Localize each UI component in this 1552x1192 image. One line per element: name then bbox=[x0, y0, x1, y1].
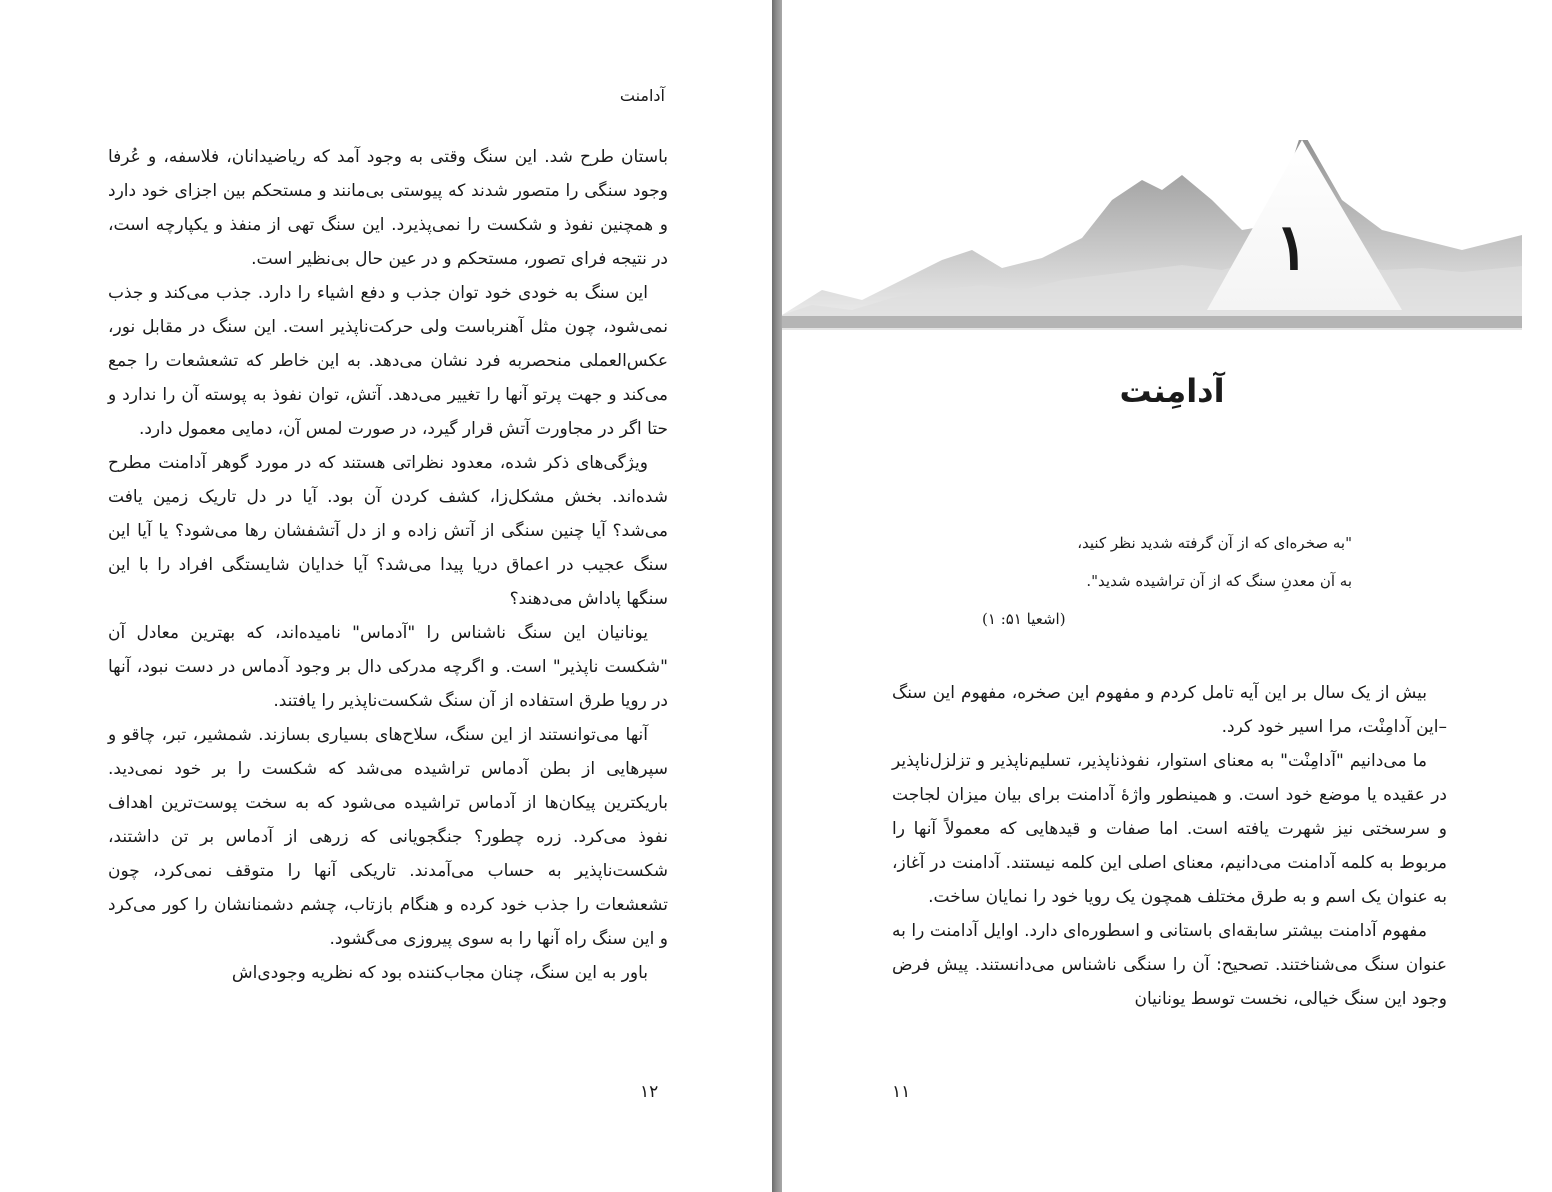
paragraph: باستان طرح شد. این سنگ وقتی به وجود آمد که ریاضیدانان، فلاسفه، و عُرفا وجود سنگی را متصور شدند که پیوستی بی‌مانند و مستحکم بین اجزای خود دارد و همچنین نفوذ و شکست را نمی‌پذیرد. این سنگ تهی از منفذ و یکپارچه است، در نتیجه فرای تصور، مستحکم و در عین حال بی‌نظیر است. bbox=[108, 147, 668, 269]
epigraph bbox=[982, 524, 1352, 638]
chapter-title: آدامِنت bbox=[1119, 372, 1225, 410]
page-number: ۱۲ bbox=[640, 1082, 659, 1102]
book-spine bbox=[772, 0, 782, 1192]
paragraph: ما می‌دانیم "آدامِنْت" به معنای استوار، نفوذناپذیر، تسلیم‌ناپذیر و تزلزل‌ناپذیر در عقیده یا موضع خود است. و همینطور واژهٔ آدامنت برای بیان میزان لجاجت و سرسختی نیز شهرت یافته است. اما صفات و قیدهایی که معمولاً آنها را مربوط به کلمه آدامنت می‌دانیم، معنای اصلی این کلمه نیستند. آدامنت در آغاز، به عنوان یک اسم و به طرق مختلف همچون یک رویا خود را نمایان ساخت. bbox=[892, 751, 1447, 907]
epigraph-line: "به صخره‌ای که از آن گرفته شدید نظر کنید، bbox=[1077, 534, 1352, 552]
paragraph: بیش از یک سال بر این آیه تامل کردم و مفهوم این صخره، مفهوم این سنگ –این آدامِنْت، مرا اسیر خود کرد. bbox=[892, 683, 1447, 737]
right-body-text bbox=[892, 676, 1447, 1016]
page-number: ۱۱ bbox=[892, 1082, 911, 1102]
right-page bbox=[782, 0, 1552, 1192]
epigraph-reference: (اشعیا ۵۱: ۱) bbox=[982, 610, 1066, 628]
paragraph: مفهوم آدامنت بیشتر سابقه‌ای باستانی و اسطوره‌ای دارد. اوایل آدامنت را به عنوان سنگ می‌شناختند. تصحیح: آن را سنگی ناشناس می‌دانستند. پیش فرض وجود این سنگ خیالی، نخست توسط یونانیان bbox=[892, 921, 1447, 1009]
left-body-text bbox=[108, 140, 668, 990]
mountain-illustration bbox=[782, 140, 1522, 330]
running-head: آدامنت bbox=[619, 86, 665, 105]
paragraph: باور به این سنگ، چنان مجاب‌کننده بود که نظریه وجودی‌اش bbox=[231, 963, 648, 983]
paragraph: آنها می‌توانستند از این سنگ، سلاح‌های بسیاری بسازند. شمشیر، تبر، چاقو و سپرهایی از بطن آدماس تراشیده می‌شد که شکست را بر خود نمی‌دید. باریکترین پیکان‌ها از آدماس تراشیده می‌شود که به سخت پوست‌ترین اهداف نفوذ می‌کرد. زره چطور؟ جنگجویانی که زرهی از آدماس بر تن داشتند، شکست‌ناپذیر به حساب می‌آمدند. تاریکی آنها را متوقف نمی‌کرد، چون تشعشعات را جذب خود کرده و هنگام بازتاب، چشم دشمنانشان را کور می‌کرد و این سنگ راه آنها را به سوی پیروزی می‌گشود. bbox=[108, 725, 668, 949]
left-page bbox=[0, 0, 772, 1192]
paragraph: یونانیان این سنگ ناشناس را "آدماس" نامیده‌اند، که بهترین معادل آن "شکست ناپذیر" است. و اگرچه مدرکی دال بر وجود آدماس در دست نبود، آنها در رویا طرق استفاده از آن سنگ شکست‌ناپذیر را یافتند. bbox=[108, 623, 668, 711]
epigraph-line: به آن معدنِ سنگ که از آن تراشیده شدید". bbox=[1086, 572, 1352, 590]
paragraph: این سنگ به خودی خود توان جذب و دفع اشیاء را دارد. جذب می‌کند و جذب نمی‌شود، چون مثل آهنرباست ولی حرکت‌ناپذیر است. این سنگ در مقابل نور، عکس‌العملی منحصربه فرد نشان می‌دهد. به این خاطر که تشعشعات را جمع می‌کند و جهت پرتو آنها را تغییر می‌دهد. آتش، توان نفوذ به پوسته آن را ندارد و حتا اگر در مجاورت آتش قرار گیرد، در صورت لمس آن، دمایی معمول دارد. bbox=[108, 283, 668, 439]
chapter-number: ۱ bbox=[1274, 210, 1310, 285]
paragraph: ویژگی‌های ذکر شده، معدود نظراتی هستند که در مورد گوهر آدامنت مطرح شده‌اند. بخش مشکل‌زا، کشف کردن آن بود. آیا در دل تاریک زمین یافت می‌شد؟ آیا چنین سنگی از آتش زاده و از دل آتشفشان رها می‌شود؟ یا آیا این سنگ عجیب در اعماق دریا پیدا می‌شد؟ آیا خدایان شایستگی افراد را با این سنگها پاداش می‌دهند؟ bbox=[108, 453, 668, 609]
